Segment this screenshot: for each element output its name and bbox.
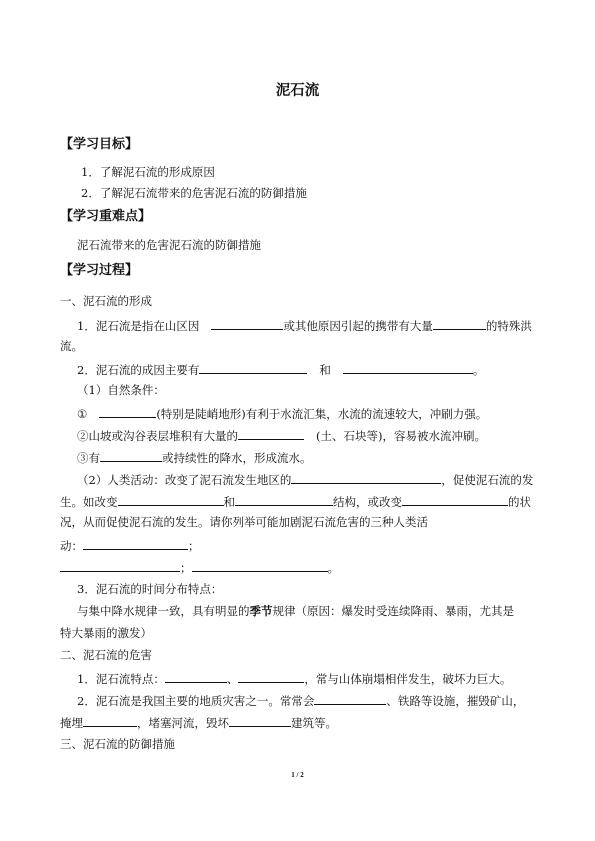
- paragraph-line: （2）人类活动：改变了泥石流发生地区的 ，促使泥石流的发: [77, 473, 534, 487]
- page-title: 泥石流: [275, 83, 320, 99]
- fill-blank[interactable]: [118, 493, 224, 506]
- paragraph-line: 1．泥石流特点： 、 ，常与山体崩塌相伴发生，破坏力巨大。: [77, 672, 512, 686]
- paragraph-line: 动： ；: [60, 539, 200, 553]
- fill-blank[interactable]: [314, 692, 386, 705]
- fill-blank[interactable]: [99, 405, 156, 418]
- fill-blank[interactable]: [100, 449, 162, 462]
- part-heading: 三、泥石流的防御措施: [60, 737, 175, 751]
- part-heading: 二、泥石流的危害: [60, 648, 152, 662]
- fill-blank[interactable]: [83, 537, 188, 550]
- paragraph-line: 与集中降水规律一致，具有明显的季节规律（原因：爆发时受连续降雨、暴雨，尤其是: [77, 604, 514, 618]
- fill-blank[interactable]: [192, 559, 328, 572]
- paragraph-line: ③有 或持续性的降水，形成流水。: [77, 451, 312, 465]
- paragraph-line: 2．泥石流是我国主要的地质灾害之一。常常会 、铁路等设施，摧毁矿山，: [77, 694, 525, 708]
- fill-blank[interactable]: [238, 670, 304, 683]
- paragraph-line: ① (特别是陡峭地形)有利于水流汇集，水流的流速较大，冲刷力强。: [77, 407, 488, 421]
- paragraph-line: 生。如改变 和 结构，或改变 的状: [60, 495, 531, 509]
- paragraph-line: （1）自然条件：: [77, 383, 165, 397]
- fill-blank[interactable]: [229, 714, 291, 727]
- paragraph-line: 掩埋 ，堵塞河流，毁坏 建筑等。: [60, 716, 337, 730]
- section-heading-process: 【学习过程】: [60, 263, 139, 278]
- goal-item: 1．了解泥石流的形成原因: [81, 165, 215, 179]
- fill-blank[interactable]: [83, 714, 137, 727]
- paragraph-line: 1．泥石流是指在山区因 或其他原因引起的携带有大量 的特殊洪: [77, 319, 532, 333]
- fill-blank[interactable]: [60, 559, 180, 572]
- emphasis-text: 季节: [249, 604, 273, 618]
- page-number: 1 / 2: [291, 771, 304, 779]
- fill-blank[interactable]: [291, 471, 441, 484]
- fill-blank[interactable]: [238, 427, 304, 440]
- key-text: 泥石流带来的危害泥石流的防御措施: [77, 238, 261, 252]
- fill-blank[interactable]: [235, 493, 333, 506]
- section-heading-key: 【学习重难点】: [60, 209, 152, 224]
- paragraph-line: 特大暴雨的激发）: [60, 626, 152, 640]
- fill-blank[interactable]: [402, 493, 508, 506]
- section-heading-goals: 【学习目标】: [60, 137, 139, 152]
- fill-blank[interactable]: [165, 670, 227, 683]
- fill-blank[interactable]: [433, 317, 486, 330]
- paragraph-line: 流。: [60, 339, 83, 353]
- goal-item: 2．了解泥石流带来的危害泥石流的防御措施: [81, 186, 307, 200]
- fill-blank[interactable]: [199, 361, 307, 374]
- paragraph-line: ②山坡或沟谷表层堆积有大量的 (土、石块等)，容易被水流冲刷。: [77, 429, 486, 443]
- fill-blank[interactable]: [343, 361, 473, 374]
- paragraph-line: ； 。: [60, 559, 339, 576]
- paragraph-line: 2．泥石流的成因主要有 和 。: [77, 363, 485, 377]
- part-heading: 一、泥石流的形成: [60, 294, 152, 308]
- fill-blank[interactable]: [211, 317, 283, 330]
- paragraph-line: 况，从而促使泥石流的发生。请你列举可能加剧泥石流危害的三种人类活: [60, 515, 428, 529]
- paragraph-line: 3．泥石流的时间分布特点：: [77, 582, 223, 596]
